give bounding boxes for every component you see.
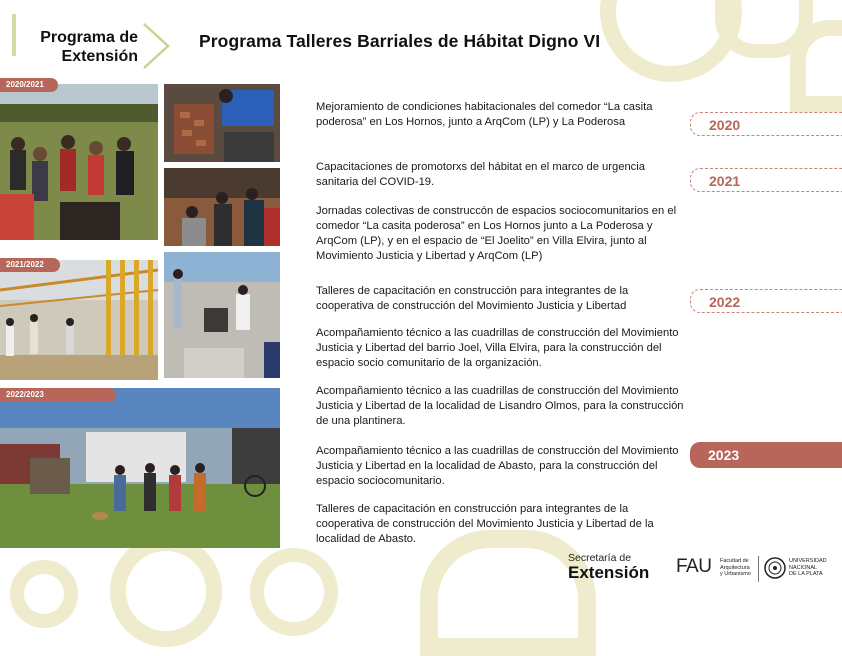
activity-text: Talleres de capacitación en construcción para integrantes de la cooperativa de construcción del Movimiento Justicia y Libertad: [316, 285, 629, 312]
photo-bricks: [164, 84, 280, 162]
photo-field-group: [0, 84, 158, 240]
activity-text: Acompañamiento técnico a las cuadrillas de construcción del Movimiento Justicia y Libertad del barrio Joel, Villa Elvira, para la construcción del espacio socio comunitario de la organización.: [316, 327, 679, 369]
header-accent-bar: [12, 14, 16, 56]
activity-text: Acompañamiento técnico a las cuadrillas de construcción del Movimiento Justicia y Libertad de la localidad de Lisandro Olmos, para la construcción de una plantinera.: [316, 385, 684, 427]
decorative-swirl: [10, 560, 78, 628]
program-logo-text: [34, 28, 138, 66]
fau-subtitle: Facultad de Arquitectura y Urbanismo: [720, 558, 751, 577]
year-tag: 2022: [690, 289, 842, 313]
activity-text: Mejoramiento de condiciones habitacionales del comedor “La casita poderosa” en Los Hornos, junto a ArqCom (LP) y La Poderosa: [316, 101, 653, 128]
year-label: 2021/2022: [0, 258, 60, 272]
chevron-right-icon: [140, 22, 172, 70]
secretaria-label: Secretaría de: [568, 552, 632, 564]
decorative-swirl: [250, 548, 338, 636]
decorative-swirl: [420, 530, 596, 656]
year-label: 2022/2023: [0, 388, 116, 402]
photo-structure: [0, 260, 158, 380]
year-tag: 2023: [690, 442, 842, 468]
footer-divider: [758, 556, 759, 582]
activity-text: Talleres de capacitación en construcción para integrantes de la cooperativa de construcción del Movimiento Justicia y Libertad de la localidad de Abasto.: [316, 503, 654, 545]
year-tag: 2021: [690, 168, 842, 192]
year-tag: 2020: [690, 112, 842, 136]
page-title: Programa Talleres Barriales de Hábitat Digno VI: [199, 31, 601, 51]
photo-wall: [164, 252, 280, 378]
photo-neighborhood: [0, 388, 280, 548]
unlp-logo-text: UNIVERSIDAD NACIONAL DE LA PLATA: [789, 558, 827, 577]
fau-logo: FAU: [676, 556, 712, 577]
activity-text: Acompañamiento técnico a las cuadrillas de construcción del Movimiento Justicia y Libertad en la localidad de Abasto, para la construcción del espacio sociocomunitario.: [316, 445, 679, 487]
activity-text: Capacitaciones de promotorxs del hábitat en el marco de urgencia sanitaria del COVID-19.: [316, 161, 645, 188]
program-line2: Extensión: [61, 48, 138, 65]
program-line1: Programa de: [40, 29, 138, 46]
year-label: 2020/2021: [0, 78, 58, 92]
photo-workshop: [164, 168, 280, 246]
decorative-swirl: [110, 535, 222, 647]
extension-label: Extensión: [568, 563, 650, 582]
university-seal-icon: [764, 555, 786, 581]
activity-text: Jornadas colectivas de construccón de espacios sociocomunitarios en el comedor “La casita poderosa” en Los Hornos junto a La Poderosa y ArqCom (LP), y en el espacio de “El Joelito” en Villa Elvira, junto al Movimiento Justicia y Libertad y ArqCom (LP): [316, 205, 677, 262]
